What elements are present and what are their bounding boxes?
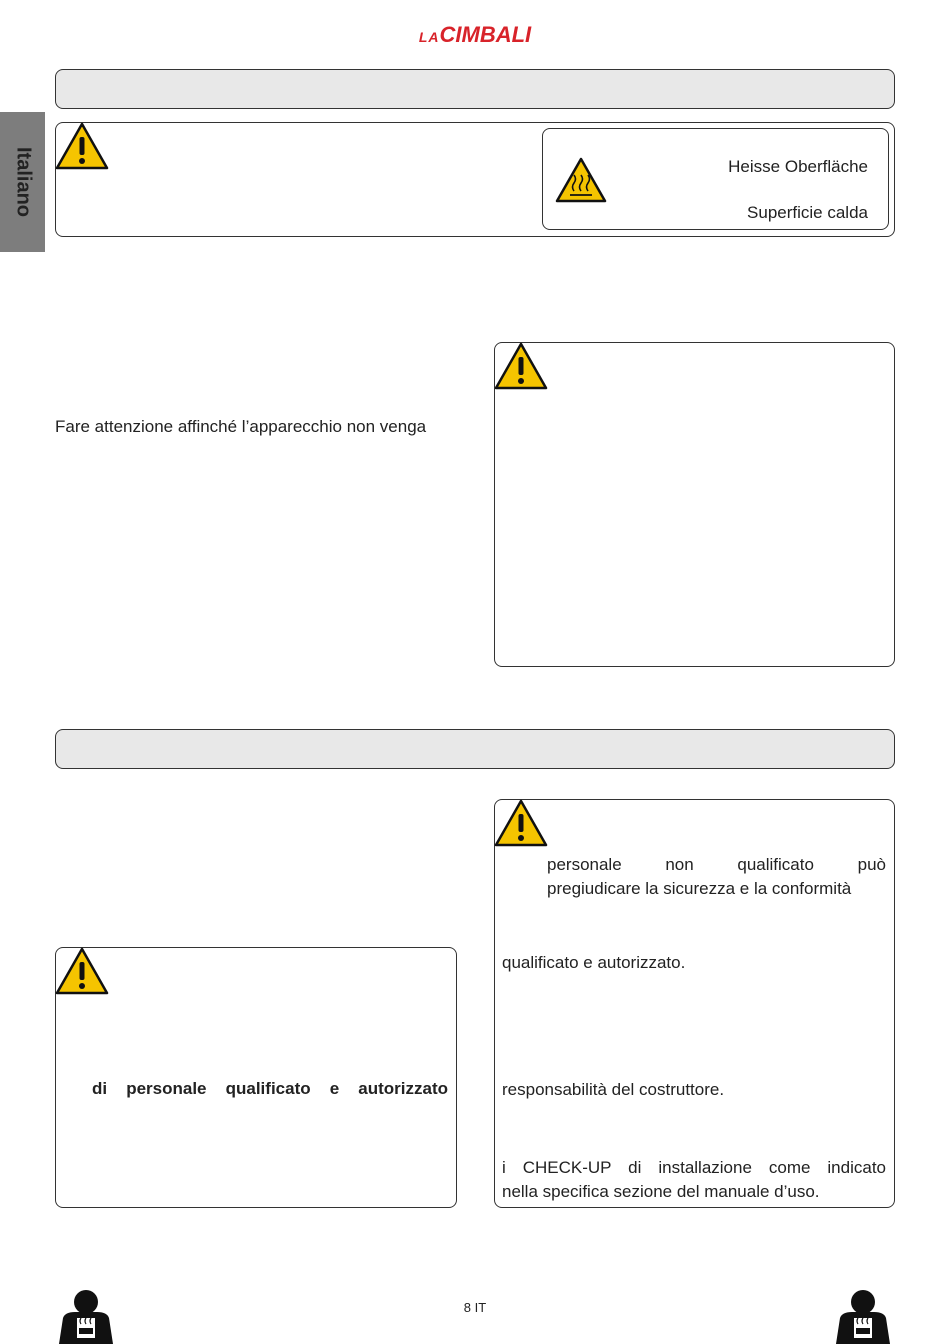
logo-prefix: LA (418, 29, 440, 45)
warning-triangle-icon (55, 122, 109, 170)
section-header-bar (55, 69, 895, 109)
body-paragraph: Fare attenzione affinché l’apparecchio non venga (55, 417, 427, 436)
warning-text-line: qualificato e autorizzato. (502, 953, 686, 972)
section-header-bar (55, 729, 895, 769)
warning-bold-line: di personale qualificato e autorizzato (92, 1079, 448, 1098)
top-warning-box (55, 122, 895, 237)
warning-triangle-icon (494, 799, 548, 847)
brand-logo (405, 22, 545, 52)
hot-surface-label (542, 128, 889, 230)
warning-text-line: nella specifica sezione del manuale d’uso. (502, 1182, 820, 1201)
left-warning-box (55, 947, 457, 1208)
technician-icon (832, 1288, 894, 1344)
hot-surface-german: Heisse Oberfläche (728, 157, 868, 176)
warning-text-line: personale non qualificato può (547, 855, 886, 874)
hot-surface-italian: Superficie calda (747, 203, 868, 222)
technician-icon (55, 1288, 117, 1344)
warning-text-line: pregiudicare la sicurezza e la conformità (547, 879, 852, 898)
hot-surface-icon (555, 157, 607, 203)
right-warning-box (494, 342, 895, 667)
language-tab-label: Italiano (12, 146, 34, 218)
warning-triangle-icon (55, 947, 109, 995)
warning-text-line: responsabilità del costruttore. (502, 1080, 725, 1099)
logo-main: CIMBALI (439, 22, 532, 47)
language-tab (0, 112, 45, 252)
qualified-personnel-warning-box (494, 799, 895, 1208)
page-number: 8 IT (463, 1300, 487, 1315)
warning-triangle-icon (494, 342, 548, 390)
warning-text-line: i CHECK-UP di installazione come indicato (502, 1158, 886, 1177)
